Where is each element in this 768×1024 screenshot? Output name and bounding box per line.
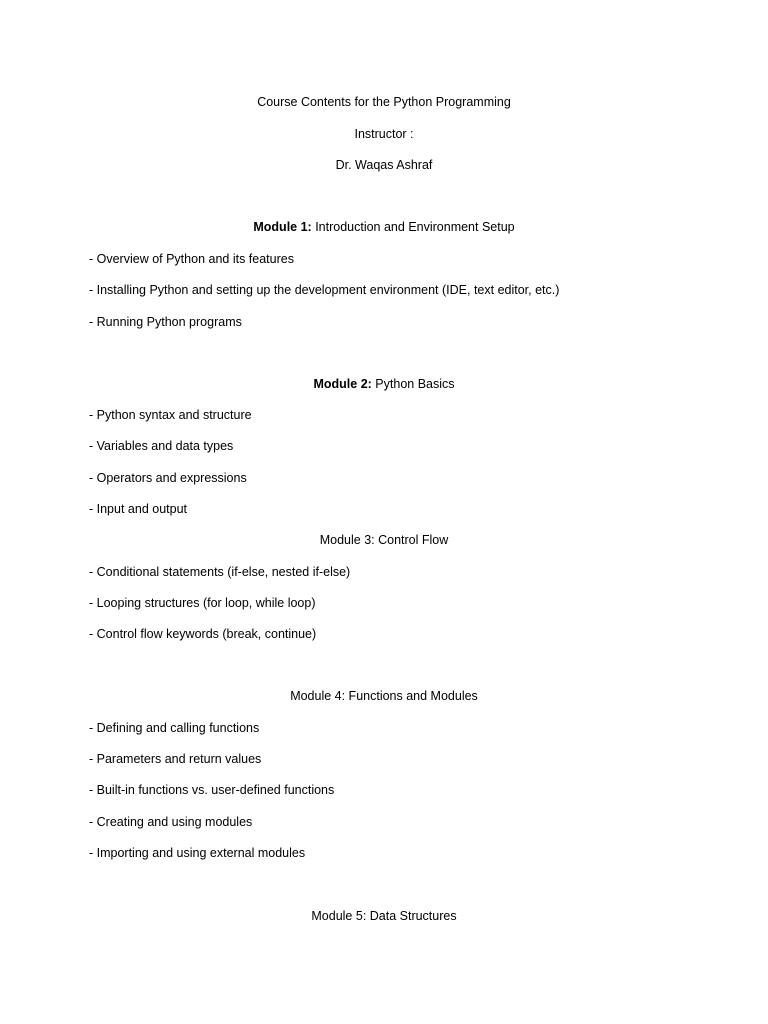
module-2-prefix: Module 2: bbox=[313, 377, 372, 391]
list-item: - Running Python programs bbox=[89, 315, 242, 329]
module-1-heading bbox=[0, 219, 768, 235]
instructor-label: Instructor : bbox=[354, 127, 414, 141]
list-item: - Input and output bbox=[89, 502, 187, 516]
document-title: Course Contents for the Python Programming bbox=[257, 95, 511, 109]
module-2-name: Python Basics bbox=[371, 377, 455, 391]
list-item: - Overview of Python and its features bbox=[89, 252, 294, 266]
list-item: - Built-in functions vs. user-defined functions bbox=[89, 783, 335, 797]
module-4-heading: Module 4: Functions and Modules bbox=[290, 689, 478, 703]
list-item: - Defining and calling functions bbox=[89, 721, 260, 735]
list-item: - Variables and data types bbox=[89, 439, 234, 453]
list-item: - Operators and expressions bbox=[89, 471, 247, 485]
instructor-name: Dr. Waqas Ashraf bbox=[335, 158, 433, 172]
list-item: - Conditional statements (if-else, nested if-else) bbox=[89, 565, 351, 579]
list-item: - Parameters and return values bbox=[89, 752, 262, 766]
list-item: - Python syntax and structure bbox=[89, 408, 252, 422]
module-5-heading: Module 5: Data Structures bbox=[311, 909, 457, 923]
module-2-heading bbox=[0, 376, 768, 392]
list-item: - Installing Python and setting up the development environment (IDE, text editor, etc.) bbox=[89, 283, 560, 297]
module-1-name: Introduction and Environment Setup bbox=[311, 220, 515, 234]
module-3-heading: Module 3: Control Flow bbox=[319, 533, 449, 547]
list-item: - Creating and using modules bbox=[89, 815, 253, 829]
list-item: - Importing and using external modules bbox=[89, 846, 306, 860]
list-item: - Looping structures (for loop, while loop) bbox=[89, 596, 316, 610]
list-item: - Control flow keywords (break, continue) bbox=[89, 627, 317, 641]
module-1-prefix: Module 1: bbox=[253, 220, 312, 234]
